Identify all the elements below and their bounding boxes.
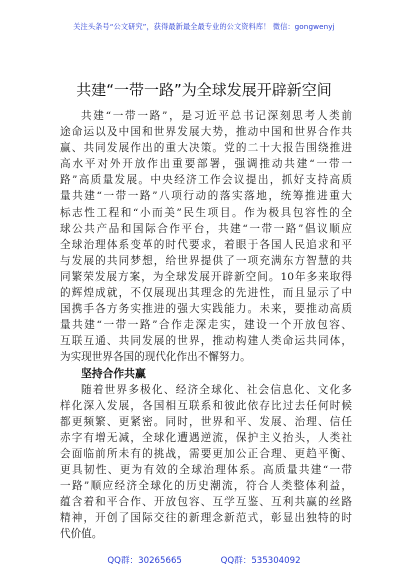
body-line: 同繁荣发展方案，为全球发展开辟新空间。10年多来取得 <box>60 270 352 283</box>
body-line: 为实现世界各国的现代化作出不懈努力。 <box>60 351 251 364</box>
body-line: 赢、共同发展作出的重大决策。党的二十大报告围绕推进 <box>60 142 352 155</box>
body-line: 会面临前所未有的挑战，需要更加公正合理、更趋平衡、 <box>60 447 352 460</box>
body-line: 路”高质量发展。中央经济工作会议提出，抓好支持高质 <box>60 174 352 187</box>
document-title: 共建“一带一路”为全球发展开辟新空间 <box>76 81 332 99</box>
document-body <box>60 108 352 543</box>
body-line: 蕴含着和平合作、开放包容、互学互鉴、互利共赢的丝路 <box>60 496 352 509</box>
body-line: 随着世界多极化、经济全球化、社会信息化、文化多 <box>81 383 352 396</box>
body-line: 量共建“一带一路”八项行动的落实落地，统筹推进重大 <box>60 190 352 203</box>
body-line: 一路”顺应经济全球化的历史潮流，符合人类整体利益， <box>60 480 352 493</box>
body-line: 互联互通、共同发展的世界，推动构建人类命运共同体， <box>60 335 352 348</box>
body-line: 的辉煌成就，不仅展现出其理念的先进性，而且显示了中 <box>60 287 352 300</box>
body-line: 全球治理体系变革的时代要求，着眼于各国人民追求和平 <box>60 238 352 251</box>
footer-qq-group-1: QQ群：30265665 <box>107 556 182 566</box>
body-line: 量共建“一带一路”合作走深走实，建设一个开放包容、 <box>60 319 352 332</box>
body-line: 赤字有增无减，全球化遭遇逆流，保护主义抬头，人类社 <box>60 431 352 444</box>
body-line: 标志性工程和“小而美”民生项目。作为极具包容性的全 <box>60 206 352 219</box>
footer-qq-group-2: QQ群：535304092 <box>220 556 301 566</box>
body-line: 共建“一带一路”，是习近平总书记深刻思考人类前 <box>81 110 352 122</box>
body-line: 更具韧性、更为有效的全球治理体系。高质量共建“一带 <box>60 464 352 477</box>
body-line: 与发展的共同梦想，给世界提供了一项充满东方智慧的共 <box>60 254 352 267</box>
header-note: 关注头条号“公文研究”，获得最新最全最专业的公文资料库！ 微信：gongwenyj <box>73 22 335 31</box>
body-line: 都更频繁、更紧密。同时，世界和平、发展、治理、信任 <box>60 415 352 428</box>
body-line: 代价值。 <box>60 528 103 541</box>
body-line: 高水平对外开放作出重要部署，强调推动共建“一带一 <box>60 158 352 171</box>
body-line: 精神，开创了国际交往的新理念新范式，彰显出独特的时 <box>60 512 352 525</box>
body-line: 样化深入发展，各国相互联系和彼此依存比过去任何时候 <box>60 399 352 412</box>
body-line: 国携手各方务实推进的强大实践能力。未来，要推动高质 <box>60 303 352 316</box>
section-heading: 坚持合作共赢 <box>81 366 146 380</box>
body-line: 途命运以及中国和世界发展大势，推动中国和世界合作共 <box>60 126 352 139</box>
footer <box>0 554 408 566</box>
body-line: 球公共产品和国际合作平台，共建“一带一路”倡议顺应 <box>60 222 352 235</box>
